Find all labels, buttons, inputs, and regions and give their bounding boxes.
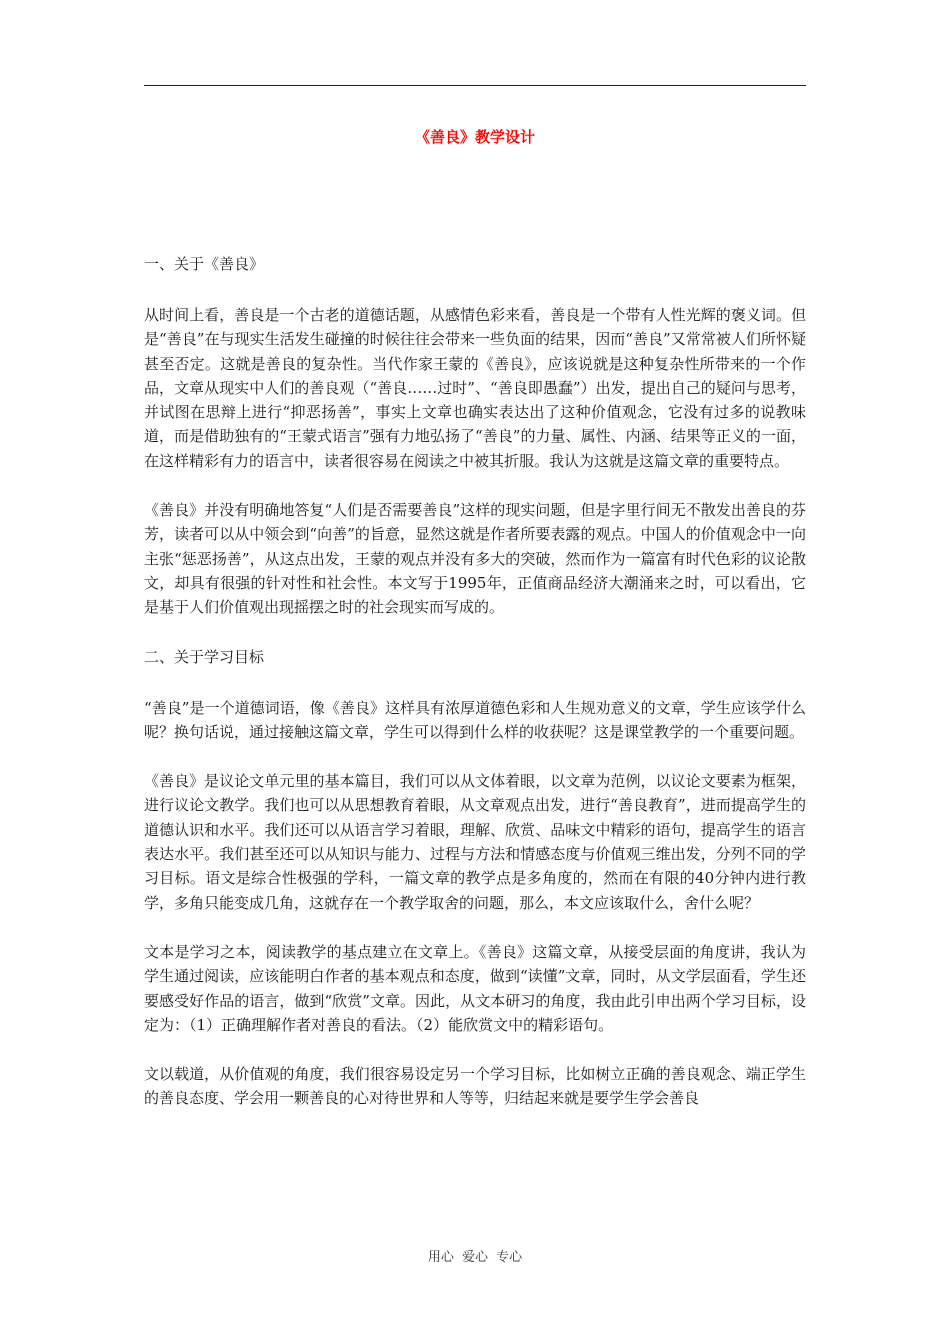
document-body xyxy=(144,252,806,1136)
paragraph: 从时间上看，善良是一个古老的道德话题，从感情色彩来看，善良是一个带有人性光辉的褒义词。但是“善良”在与现实生活发生碰撞的时候往往会带来一些负面的结果，因而“善良”又常常被人们所怀疑甚至否定。这就是善良的复杂性。当代作家王蒙的《善良》，应该说就是这种复杂性所带来的一个作品，文章从现实中人们的善良观（“善良……过时”、“善良即愚蠢”）出发，提出自己的疑问与思考，并试图在思辩上进行“抑恶扬善”，事实上文章也确实表达出了这种价值观念，它没有过多的说教味道，而是借助独有的“王蒙式语言”强有力地弘扬了“善良”的力量、属性、内涵、结果等正义的一面，在这样精彩有力的语言中，读者很容易在阅读之中被其折服。我认为这就是这篇文章的重要特点。 xyxy=(144,306,806,470)
paragraph: 文本是学习之本，阅读教学的基点建立在文章上。《善良》这篇文章，从接受层面的角度讲，我认为学生通过阅读，应该能明白作者的基本观点和态度，做到“读懂”文章，同时，从文学层面看，学生还要感受好作品的语言，做到“欣赏”文章。因此，从文本研习的角度，我由此引申出两个学习目标，设定为：（1）正确理解作者对善良的看法。（2）能欣赏文中的精彩语句。 xyxy=(144,942,806,1034)
page-footer: 用心 爱心 专心 xyxy=(427,1250,523,1265)
paragraph: “善良”是一个道德词语，像《善良》这样具有浓厚道德色彩和人生规劝意义的文章，学生应该学什么呢？换句话说，通过接触这篇文章，学生可以得到什么样的收获呢？这是课堂教学的一个重要问题。 xyxy=(144,698,806,741)
section-heading: 一、关于《善良》 xyxy=(144,255,265,273)
section-heading: 二、关于学习目标 xyxy=(144,647,265,666)
paragraph: 《善良》是议论文单元里的基本篇目，我们可以从文体着眼，以文章为范例，以议论文要素为框架，进行议论文教学。我们也可以从思想教育着眼，从文章观点出发，进行“善良教育”，进而提高学生的道德认识和水平。我们还可以从语言学习着眼，理解、欣赏、品味文中精彩的语句，提高学生的语言表达水平。我们甚至还可以从知识与能力、过程与方法和情感态度与价值观三维出发，分列不同的学习目标。语文是综合性极强的学科，一篇文章的教学点是多角度的，然而在有限的40分钟内进行教学，多角只能变成几角，这就存在一个教学取舍的问题，那么，本文应该取什么，舍什么呢？ xyxy=(144,772,806,912)
paragraph: 《善良》并没有明确地答复“人们是否需要善良”这样的现实问题，但是字里行间无不散发出善良的芬芳，读者可以从中领会到“向善”的旨意，显然这就是作者所要表露的观点。中国人的价值观念中一向主张“惩恶扬善”，从这点出发，王蒙的观点并没有多大的突破，然而作为一篇富有时代色彩的议论散文，却具有很强的针对性和社会性。本文写于1995年，正值商品经济大潮涌来之时，可以看出，它是基于人们价值观出现摇摆之时的社会现实而写成的。 xyxy=(144,501,806,617)
document-title: 《善良》教学设计 xyxy=(414,128,535,146)
header-rule xyxy=(144,85,806,86)
paragraph: 文以载道，从价值观的角度，我们很容易设定另一个学习目标，比如树立正确的善良观念、端正学生的善良态度、学会用一颗善良的心对待世界和人等等，归结起来就是要学生学会善良 xyxy=(144,1065,806,1108)
